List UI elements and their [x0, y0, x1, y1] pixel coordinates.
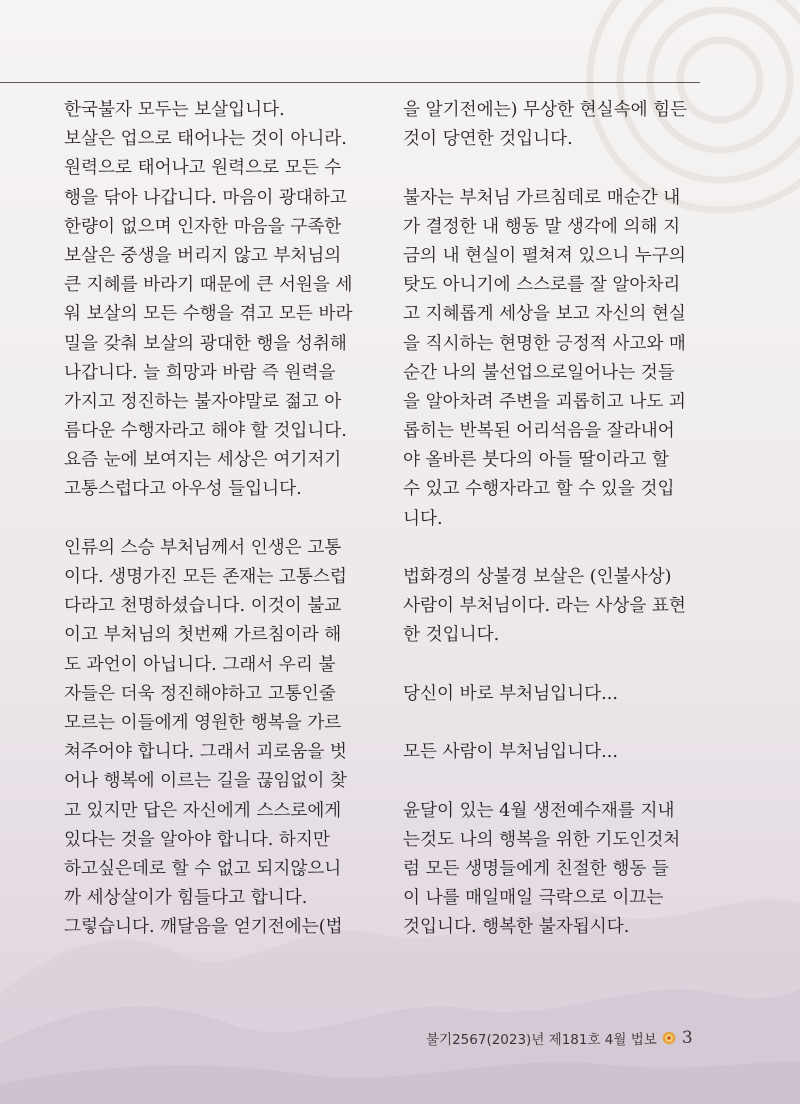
paragraph-gap	[403, 767, 723, 796]
text-line: 밀을 갖춰 보살의 광대한 행을 성취해	[64, 333, 347, 354]
text-line: 순간 나의 불선업으로일어나는 것들	[403, 362, 675, 383]
text-line: 원력으로 태어나고 원력으로 모든 수	[64, 158, 342, 179]
text-line: 보살은 중생을 버리지 않고 부처님의	[64, 245, 342, 266]
text-line: 이 나를 매일매일 극락으로 이끄는	[403, 888, 664, 909]
text-line: 을 알아차려 주변을 괴롭히고 나도 괴	[403, 391, 686, 412]
left-column	[64, 96, 384, 942]
text-line: 것입니다. 행복한 불자됩시다.	[403, 917, 630, 938]
text-line: 이고 부처님의 첫번째 가르침이라 해	[64, 625, 342, 646]
text-line: 야 올바른 붓다의 아들 딸이라고 할	[403, 450, 669, 471]
text-line: 하고싶은데로 할 수 없고 되지않으니	[64, 858, 342, 879]
paragraph-gap	[64, 505, 384, 534]
text-line: 워 보살의 모든 수행을 겪고 모든 바라	[64, 304, 353, 325]
text-line: 모든 사람이 부처님입니다...	[403, 742, 618, 763]
text-line: 가지고 정진하는 불자야말로 젊고 아	[64, 391, 342, 412]
text-line: 윤달이 있는 4월 생전예수재를 지내	[403, 800, 675, 821]
text-line: 인류의 스승 부처님께서 인생은 고통	[64, 537, 342, 558]
text-line: 한량이 없으며 인자한 마음을 구족한	[64, 216, 342, 237]
text-line: 자들은 더욱 정진해야하고 고통인줄	[64, 683, 336, 704]
paragraph-gap	[403, 534, 723, 563]
header-rule	[0, 82, 700, 83]
paragraph-gap	[403, 709, 723, 738]
paragraph-gap	[403, 651, 723, 680]
text-line: 수 있고 수행자라고 할 수 있을 것입	[403, 479, 675, 500]
text-line: 럼 모든 생명들에게 친절한 행동 들	[403, 858, 669, 879]
text-line: 금의 내 현실이 펼쳐져 있으니 누구의	[403, 245, 686, 266]
text-line: 그렇습니다. 깨달음을 얻기전에는(법	[64, 917, 343, 938]
text-line: 보살은 업으로 태어나는 것이 아니라.	[64, 129, 347, 150]
text-line: 한 것입니다.	[403, 625, 500, 646]
text-line: 어나 행복에 이르는 길을 끊임없이 찾	[64, 771, 347, 792]
text-line: 쳐주어야 합니다. 그래서 괴로움을 벗	[64, 742, 347, 763]
text-line: 도 과언이 아닙니다. 그래서 우리 불	[64, 654, 336, 675]
text-line: 모르는 이들에게 영원한 행복을 가르	[64, 712, 342, 733]
text-line: 고통스럽다고 아우성 들입니다.	[64, 479, 302, 500]
text-line: 불자는 부처님 가르침데로 매순간 내	[403, 187, 681, 208]
text-line: 름다운 수행자라고 해야 할 것입니다.	[64, 421, 347, 442]
text-line: 한국불자 모두는 보살입니다.	[64, 100, 285, 120]
paragraph-gap	[403, 154, 723, 183]
text-line: 것이 당연한 것입니다.	[403, 129, 573, 150]
text-line: 는것도 나의 행복을 위한 기도인것처	[403, 829, 681, 850]
page-footer	[426, 1028, 693, 1048]
text-line: 고 지혜롭게 세상을 보고 자신의 현실	[403, 304, 686, 325]
text-line: 고 있지만 답은 자신에게 스스로에게	[64, 800, 342, 821]
text-line: 행을 닦아 나갑니다. 마음이 광대하고	[64, 187, 347, 208]
text-line: 법화경의 상불경 보살은 (인불사상)	[403, 567, 672, 587]
text-line: 큰 지혜를 바라기 때문에 큰 서원을 세	[64, 275, 353, 296]
page-number: 3	[681, 1028, 693, 1048]
text-line: 당신이 바로 부처님입니다...	[403, 683, 618, 704]
text-line: 까 세상살이가 힘들다고 합니다.	[64, 888, 308, 909]
text-line: 이다. 생명가진 모든 존재는 고통스럽	[64, 567, 347, 587]
text-line: 롭히는 반복된 어리석음을 잘라내어	[403, 421, 675, 442]
text-line: 니다.	[403, 508, 443, 529]
text-line: 요즘 눈에 보여지는 세상은 여기저기	[64, 450, 342, 471]
text-line: 을 직시하는 현명한 긍정적 사고와 매	[403, 333, 686, 354]
text-line: 가 결정한 내 행동 말 생각에 의해 지	[403, 216, 681, 237]
issue-info: 불기2567(2023)년 제181호 4월 법보	[426, 1032, 657, 1048]
lotus-flower-icon	[662, 1031, 676, 1045]
text-line: 탓도 아니기에 스스로를 잘 알아차리	[403, 275, 681, 296]
text-line: 나갑니다. 늘 희망과 바람 즉 원력을	[64, 362, 336, 383]
text-line: 을 알기전에는) 무상한 현실속에 힘든	[403, 100, 688, 120]
text-line: 있다는 것을 알아야 합니다. 하지만	[64, 829, 330, 850]
text-line: 다라고 천명하셨습니다. 이것이 불교	[64, 596, 342, 617]
right-column	[403, 96, 723, 942]
text-line: 사람이 부처님이다. 라는 사상을 표현	[403, 596, 686, 617]
